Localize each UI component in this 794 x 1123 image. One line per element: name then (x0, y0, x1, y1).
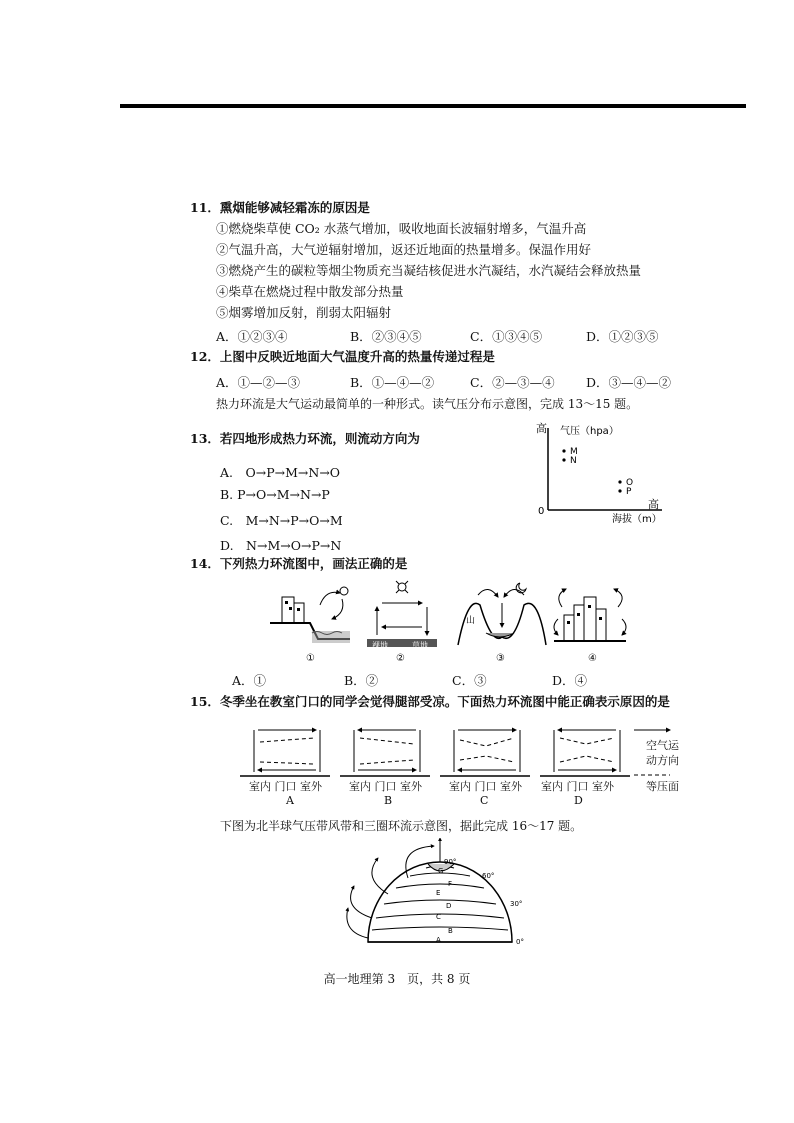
belt-a: A (436, 936, 441, 944)
q12-option-b[interactable]: B．①—④—② (350, 375, 435, 390)
q11-stem: 11．熏烟能够减轻霜冻的原因是 (190, 200, 370, 215)
belt-d: D (446, 902, 452, 910)
panel-a-axis: 室内 门口 室外 (249, 780, 322, 793)
pressure-chart (520, 418, 670, 530)
panel-a-letter[interactable]: A (286, 794, 294, 807)
figure-1-label: ① (306, 653, 315, 664)
q11-item-4: ④柴草在燃烧过程中散发部分热量 (216, 284, 404, 299)
q12-option-a[interactable]: A．①—②—③ (216, 375, 301, 390)
q13-option-a[interactable]: A. O→P→M→N→O (220, 465, 341, 480)
panel-c-letter[interactable]: C (480, 794, 489, 807)
q14-option-a[interactable]: A．① (232, 673, 267, 688)
figure-3-valley (458, 583, 546, 645)
q11-item-3: ③燃烧产生的碳粒等烟尘物质充当凝结核促进水汽凝结，水汽凝结会释放热量 (216, 263, 642, 278)
intro-13-15: 热力环流是大气运动最简单的一种形式。读气压分布示意图，完成 13～15 题。 (216, 397, 639, 411)
q14-option-d[interactable]: D．④ (552, 673, 588, 688)
panel-b-axis: 室内 门口 室外 (349, 780, 422, 793)
lat-0: 0° (516, 938, 524, 946)
q14-stem: 14．下列热力环流图中，画法正确的是 (190, 556, 408, 571)
q14-option-b[interactable]: B．② (344, 673, 379, 688)
q13-option-c[interactable]: C. M→N→P→O→M (220, 513, 343, 528)
figure-2-bare-grass (367, 581, 437, 647)
point-o (618, 480, 621, 483)
q15-panel-d (540, 730, 630, 776)
q15-stem: 15．冬季坐在教室门口的同学会觉得腿部受凉。下面热力环流图中能正确表示原因的是 (190, 694, 670, 709)
q11-item-1: ①燃烧柴草使 CO₂ 水蒸气增加，吸收地面长波辐射增多，气温升高 (216, 221, 587, 236)
q15-panel-b (340, 730, 430, 776)
q15-panel-a (240, 730, 330, 776)
q15-panel-c (440, 730, 530, 776)
figure-2-label: ② (396, 653, 405, 664)
q11-option-b[interactable]: B．②③④⑤ (350, 329, 422, 344)
q11-item-2: ②气温升高，大气逆辐射增加，返还近地面的热量增多。保温作用好 (216, 242, 592, 257)
q15-panels (240, 718, 680, 810)
panel-b-letter[interactable]: B (384, 794, 393, 807)
panel-d-axis: 室内 门口 室外 (541, 780, 614, 793)
panel-c-axis: 室内 门口 室外 (449, 780, 522, 793)
page-footer: 高一地理第 3 页，共 8 页 (323, 972, 471, 986)
belt-b: B (448, 927, 453, 935)
legend-dash-label: 等压面 (646, 780, 679, 793)
q11-option-a[interactable]: A．①②③④ (216, 329, 288, 344)
figure-2-bare-label: 裸地 (372, 641, 388, 650)
panel-d-letter[interactable]: D (574, 794, 583, 807)
belt-e: E (436, 889, 441, 897)
point-m-label: M (570, 447, 578, 457)
q12-stem: 12．上图中反映近地面大气温度升高的热量传递过程是 (190, 349, 495, 364)
origin-label: 0 (538, 506, 545, 517)
y-axis-label: 气压（hpa） (560, 426, 619, 437)
q12-option-d[interactable]: D．③—④—② (586, 375, 672, 390)
figure-2-grass-label: 草地 (412, 641, 428, 650)
x-axis-high: 高 (648, 498, 659, 511)
q14-figures (262, 575, 652, 667)
q14-option-c[interactable]: C．③ (452, 673, 487, 688)
pressure-belt-globe (338, 838, 538, 950)
legend-arrow-label: 空气运 动方向 (646, 739, 679, 767)
q11-option-c[interactable]: C．①③④⑤ (470, 329, 543, 344)
header-rule (120, 104, 746, 108)
q13-option-d[interactable]: D. N→M→O→P→N (220, 538, 342, 553)
lat-60: 60° (482, 872, 495, 880)
point-n (562, 458, 565, 461)
q11-item-5: ⑤烟雾增加反射，削弱太阳辐射 (216, 305, 392, 320)
belt-g: G (438, 867, 444, 875)
figure-3-label: ③ (496, 653, 505, 664)
intro-16-17: 下图为北半球气压带风带和三圈环流示意图，据此完成 16～17 题。 (220, 819, 583, 833)
lat-90: 90° (444, 858, 457, 866)
point-p-label: P (626, 487, 632, 497)
q12-option-c[interactable]: C．②—③—④ (470, 375, 555, 390)
belt-c: C (436, 913, 441, 921)
y-axis-high: 高 (536, 422, 547, 435)
figure-1-city-sea (270, 587, 350, 643)
lat-30: 30° (510, 900, 523, 908)
q13-option-b[interactable]: B. P→O→M→N→P (220, 487, 330, 502)
point-n-label: N (570, 456, 577, 466)
figure-4-label: ④ (588, 653, 597, 664)
q13-stem: 13．若四地形成热力环流，则流动方向为 (190, 431, 420, 446)
point-p (618, 489, 621, 492)
point-m (562, 449, 565, 452)
x-axis-label: 海拔（m） (612, 514, 662, 525)
figure-4-city-island (554, 589, 626, 641)
figure-3-mountain-label: 山 (466, 616, 476, 626)
q11-option-d[interactable]: D．①②③⑤ (586, 329, 659, 344)
point-o-label: O (626, 478, 634, 488)
belt-f: F (448, 880, 453, 888)
